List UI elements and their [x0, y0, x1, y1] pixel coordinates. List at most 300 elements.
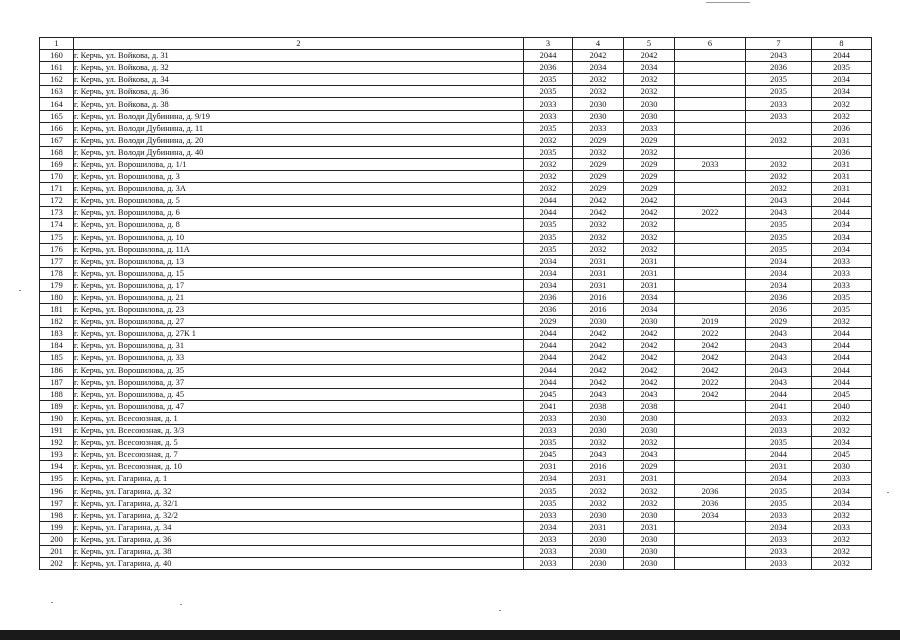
year-cell: 2033 [746, 412, 812, 424]
year-cell: 2034 [746, 521, 812, 533]
year-cell [675, 62, 746, 74]
address-cell: г. Керчь, ул. Войкова, д. 31 [74, 50, 524, 62]
year-cell: 2030 [573, 425, 624, 437]
table-row [40, 50, 872, 62]
year-cell: 2038 [624, 400, 675, 412]
row-number-cell: 199 [40, 521, 74, 533]
year-cell: 2035 [524, 219, 573, 231]
table-row [40, 279, 872, 291]
year-cell: 2032 [746, 171, 812, 183]
row-number-cell: 182 [40, 316, 74, 328]
year-cell: 2033 [524, 412, 573, 424]
year-cell: 2035 [524, 497, 573, 509]
year-cell [675, 304, 746, 316]
table-row [40, 533, 872, 545]
row-number-cell: 198 [40, 509, 74, 521]
year-cell: 2032 [812, 558, 872, 570]
year-cell: 2032 [746, 183, 812, 195]
address-cell: г. Керчь, ул. Войкова, д. 38 [74, 98, 524, 110]
year-cell: 2029 [624, 461, 675, 473]
address-cell: г. Керчь, ул. Войкова, д. 36 [74, 86, 524, 98]
row-number-cell: 194 [40, 461, 74, 473]
table-row [40, 219, 872, 231]
year-cell: 2029 [624, 171, 675, 183]
year-cell: 2019 [675, 316, 746, 328]
header-row [40, 38, 872, 50]
scan-speck [499, 610, 501, 611]
year-cell: 2033 [746, 110, 812, 122]
address-cell: г. Керчь, ул. Ворошилова, д. 17 [74, 279, 524, 291]
table-row [40, 352, 872, 364]
year-cell: 2031 [524, 461, 573, 473]
year-cell: 2044 [524, 50, 573, 62]
year-cell: 2032 [573, 86, 624, 98]
year-cell: 2042 [573, 352, 624, 364]
year-cell: 2030 [624, 412, 675, 424]
year-cell: 2029 [746, 316, 812, 328]
year-cell: 2034 [524, 279, 573, 291]
year-cell [675, 279, 746, 291]
year-cell [675, 50, 746, 62]
header-cell: 8 [812, 38, 872, 50]
year-cell: 2042 [624, 352, 675, 364]
year-cell: 2045 [524, 388, 573, 400]
year-cell: 2032 [624, 74, 675, 86]
year-cell: 2032 [812, 110, 872, 122]
year-cell: 2034 [812, 86, 872, 98]
year-cell: 2030 [624, 533, 675, 545]
year-cell: 2043 [746, 50, 812, 62]
year-cell: 2042 [624, 340, 675, 352]
year-cell: 2022 [675, 207, 746, 219]
table-row [40, 98, 872, 110]
year-cell: 2031 [812, 134, 872, 146]
year-cell: 2043 [573, 449, 624, 461]
year-cell: 2033 [524, 98, 573, 110]
row-number-cell: 187 [40, 376, 74, 388]
year-cell: 2022 [675, 328, 746, 340]
address-cell: г. Керчь, ул. Ворошилова, д. 11А [74, 243, 524, 255]
table-row [40, 74, 872, 86]
year-cell: 2016 [573, 291, 624, 303]
year-cell: 2030 [573, 533, 624, 545]
year-cell: 2033 [746, 533, 812, 545]
row-number-cell: 191 [40, 425, 74, 437]
year-cell [675, 400, 746, 412]
year-cell: 2030 [624, 110, 675, 122]
year-cell: 2042 [624, 364, 675, 376]
year-cell: 2035 [746, 219, 812, 231]
address-cell: г. Керчь, ул. Володи Дубинина, д. 40 [74, 146, 524, 158]
year-cell: 2034 [812, 74, 872, 86]
address-cell: г. Керчь, ул. Ворошилова, д. 3 [74, 171, 524, 183]
address-cell: г. Керчь, ул. Ворошилова, д. 5 [74, 195, 524, 207]
table-row [40, 231, 872, 243]
year-cell: 2034 [746, 267, 812, 279]
address-cell: г. Керчь, ул. Ворошилова, д. 13 [74, 255, 524, 267]
year-cell: 2034 [524, 267, 573, 279]
year-cell: 2032 [812, 316, 872, 328]
year-cell: 2032 [573, 497, 624, 509]
year-cell: 2029 [624, 158, 675, 170]
year-cell: 2035 [746, 243, 812, 255]
year-cell: 2031 [812, 158, 872, 170]
scan-speck [887, 492, 889, 493]
row-number-cell: 202 [40, 558, 74, 570]
year-cell: 2033 [524, 558, 573, 570]
year-cell: 2031 [573, 267, 624, 279]
row-number-cell: 160 [40, 50, 74, 62]
row-number-cell: 178 [40, 267, 74, 279]
table-row [40, 243, 872, 255]
year-cell: 2041 [524, 400, 573, 412]
year-cell [675, 146, 746, 158]
row-number-cell: 201 [40, 545, 74, 557]
row-number-cell: 190 [40, 412, 74, 424]
year-cell: 2035 [746, 497, 812, 509]
year-cell: 2033 [812, 521, 872, 533]
row-number-cell: 200 [40, 533, 74, 545]
scan-speck [19, 290, 21, 291]
address-cell: г. Керчь, ул. Ворошилова, д. 31 [74, 340, 524, 352]
year-cell: 2035 [746, 74, 812, 86]
year-cell: 2033 [524, 533, 573, 545]
year-cell: 2045 [524, 449, 573, 461]
year-cell [675, 195, 746, 207]
table-row [40, 110, 872, 122]
address-cell: г. Керчь, ул. Володи Дубинина, д. 11 [74, 122, 524, 134]
year-cell: 2032 [812, 425, 872, 437]
year-cell: 2044 [524, 340, 573, 352]
year-cell: 2033 [524, 110, 573, 122]
year-cell: 2032 [573, 74, 624, 86]
year-cell: 2042 [573, 50, 624, 62]
year-cell: 2032 [746, 134, 812, 146]
scan-bottom-edge [0, 630, 900, 640]
year-cell: 2030 [573, 98, 624, 110]
row-number-cell: 181 [40, 304, 74, 316]
year-cell: 2032 [624, 437, 675, 449]
year-cell [675, 255, 746, 267]
year-cell: 2036 [746, 62, 812, 74]
year-cell: 2032 [812, 412, 872, 424]
year-cell: 2016 [573, 304, 624, 316]
year-cell: 2033 [573, 122, 624, 134]
year-cell: 2043 [624, 388, 675, 400]
year-cell: 2042 [573, 195, 624, 207]
year-cell: 2044 [812, 352, 872, 364]
year-cell: 2031 [812, 171, 872, 183]
address-cell: г. Керчь, ул. Войкова, д. 32 [74, 62, 524, 74]
year-cell: 2035 [746, 86, 812, 98]
row-number-cell: 188 [40, 388, 74, 400]
year-cell [675, 291, 746, 303]
year-cell [675, 231, 746, 243]
year-cell: 2042 [624, 207, 675, 219]
table-row [40, 255, 872, 267]
year-cell: 2032 [524, 183, 573, 195]
address-cell: г. Керчь, ул. Гагарина, д. 36 [74, 533, 524, 545]
year-cell: 2031 [746, 461, 812, 473]
year-cell: 2041 [746, 400, 812, 412]
row-number-cell: 173 [40, 207, 74, 219]
row-number-cell: 193 [40, 449, 74, 461]
address-cell: г. Керчь, ул. Всесоюзная, д. 10 [74, 461, 524, 473]
header-cell: 7 [746, 38, 812, 50]
year-cell: 2036 [524, 62, 573, 74]
address-cell: г. Керчь, ул. Гагарина, д. 32/2 [74, 509, 524, 521]
row-number-cell: 167 [40, 134, 74, 146]
year-cell: 2032 [573, 146, 624, 158]
year-cell: 2030 [624, 98, 675, 110]
year-cell: 2034 [812, 243, 872, 255]
year-cell [675, 122, 746, 134]
data-table [39, 37, 872, 570]
row-number-cell: 165 [40, 110, 74, 122]
year-cell: 2033 [746, 509, 812, 521]
year-cell: 2029 [573, 158, 624, 170]
table-row [40, 437, 872, 449]
year-cell: 2034 [624, 62, 675, 74]
year-cell: 2042 [675, 388, 746, 400]
table-row [40, 122, 872, 134]
address-cell: г. Керчь, ул. Гагарина, д. 32/1 [74, 497, 524, 509]
row-number-cell: 161 [40, 62, 74, 74]
address-cell: г. Керчь, ул. Ворошилова, д. 47 [74, 400, 524, 412]
year-cell: 2032 [624, 497, 675, 509]
year-cell: 2035 [812, 304, 872, 316]
year-cell [675, 171, 746, 183]
year-cell: 2030 [624, 545, 675, 557]
year-cell: 2032 [573, 219, 624, 231]
year-cell: 2043 [746, 340, 812, 352]
year-cell: 2033 [746, 98, 812, 110]
year-cell: 2044 [524, 376, 573, 388]
header-cell: 6 [675, 38, 746, 50]
year-cell [746, 122, 812, 134]
year-cell: 2033 [524, 425, 573, 437]
year-cell: 2033 [524, 509, 573, 521]
year-cell: 2034 [573, 62, 624, 74]
year-cell: 2030 [573, 509, 624, 521]
year-cell: 2032 [573, 231, 624, 243]
year-cell [675, 134, 746, 146]
table-row [40, 207, 872, 219]
year-cell [675, 533, 746, 545]
year-cell: 2032 [573, 437, 624, 449]
row-number-cell: 171 [40, 183, 74, 195]
table-row [40, 158, 872, 170]
year-cell: 2034 [746, 473, 812, 485]
year-cell: 2042 [624, 50, 675, 62]
year-cell [675, 110, 746, 122]
year-cell: 2031 [624, 267, 675, 279]
table-row [40, 425, 872, 437]
year-cell: 2036 [746, 304, 812, 316]
row-number-cell: 169 [40, 158, 74, 170]
year-cell: 2031 [573, 255, 624, 267]
year-cell: 2032 [746, 158, 812, 170]
address-cell: г. Керчь, ул. Гагарина, д. 40 [74, 558, 524, 570]
year-cell: 2030 [624, 425, 675, 437]
row-number-cell: 184 [40, 340, 74, 352]
year-cell: 2045 [812, 388, 872, 400]
year-cell: 2034 [624, 291, 675, 303]
year-cell: 2044 [812, 364, 872, 376]
table-row [40, 449, 872, 461]
address-cell: г. Керчь, ул. Гагарина, д. 38 [74, 545, 524, 557]
year-cell: 2042 [675, 364, 746, 376]
year-cell: 2030 [573, 412, 624, 424]
table-row [40, 340, 872, 352]
year-cell: 2029 [624, 134, 675, 146]
year-cell: 2040 [812, 400, 872, 412]
year-cell: 2033 [746, 545, 812, 557]
year-cell: 2030 [573, 558, 624, 570]
row-number-cell: 170 [40, 171, 74, 183]
address-cell: г. Керчь, ул. Ворошилова, д. 8 [74, 219, 524, 231]
year-cell: 2044 [524, 195, 573, 207]
row-number-cell: 176 [40, 243, 74, 255]
year-cell: 2034 [746, 255, 812, 267]
year-cell: 2034 [524, 473, 573, 485]
table-row [40, 485, 872, 497]
year-cell: 2034 [746, 279, 812, 291]
scan-speck [180, 604, 182, 605]
address-cell: г. Керчь, ул. Володи Дубинина, д. 9/19 [74, 110, 524, 122]
table-body [40, 50, 872, 570]
table-row [40, 195, 872, 207]
row-number-cell: 166 [40, 122, 74, 134]
table-row [40, 328, 872, 340]
table-row [40, 497, 872, 509]
year-cell: 2038 [573, 400, 624, 412]
year-cell: 2043 [746, 195, 812, 207]
scan-speck [51, 602, 53, 603]
table-row [40, 521, 872, 533]
table-row [40, 183, 872, 195]
table-row [40, 267, 872, 279]
row-number-cell: 177 [40, 255, 74, 267]
table-row [40, 376, 872, 388]
address-cell: г. Керчь, ул. Всесоюзная, д. 7 [74, 449, 524, 461]
row-number-cell: 172 [40, 195, 74, 207]
row-number-cell: 189 [40, 400, 74, 412]
year-cell: 2035 [746, 437, 812, 449]
table-row [40, 316, 872, 328]
year-cell: 2032 [524, 171, 573, 183]
year-cell: 2033 [746, 425, 812, 437]
year-cell: 2032 [573, 243, 624, 255]
year-cell: 2044 [524, 207, 573, 219]
year-cell: 2029 [573, 134, 624, 146]
row-number-cell: 195 [40, 473, 74, 485]
year-cell: 2044 [524, 364, 573, 376]
year-cell: 2032 [812, 98, 872, 110]
year-cell: 2033 [812, 473, 872, 485]
row-number-cell: 168 [40, 146, 74, 158]
header-cell: 5 [624, 38, 675, 50]
year-cell: 2034 [812, 231, 872, 243]
address-cell: г. Керчь, ул. Ворошилова, д. 23 [74, 304, 524, 316]
row-number-cell: 196 [40, 485, 74, 497]
year-cell: 2035 [524, 146, 573, 158]
year-cell: 2044 [812, 340, 872, 352]
address-cell: г. Керчь, ул. Ворошилова, д. 37 [74, 376, 524, 388]
year-cell: 2030 [573, 110, 624, 122]
address-cell: г. Керчь, ул. Всесоюзная, д. 5 [74, 437, 524, 449]
address-cell: г. Керчь, ул. Всесоюзная, д. 3/3 [74, 425, 524, 437]
table-row [40, 171, 872, 183]
address-cell: г. Керчь, ул. Ворошилова, д. 21 [74, 291, 524, 303]
year-cell: 2043 [746, 364, 812, 376]
row-number-cell: 174 [40, 219, 74, 231]
year-cell: 2031 [624, 255, 675, 267]
table-row [40, 134, 872, 146]
year-cell [746, 146, 812, 158]
table-row [40, 545, 872, 557]
row-number-cell: 162 [40, 74, 74, 86]
year-cell [675, 473, 746, 485]
table-row [40, 86, 872, 98]
year-cell [675, 558, 746, 570]
year-cell: 2044 [746, 388, 812, 400]
table-row [40, 388, 872, 400]
table-row [40, 364, 872, 376]
year-cell: 2042 [573, 328, 624, 340]
year-cell: 2033 [624, 122, 675, 134]
table-row [40, 291, 872, 303]
year-cell: 2034 [524, 255, 573, 267]
year-cell: 2033 [812, 267, 872, 279]
address-cell: г. Керчь, ул. Ворошилова, д. 15 [74, 267, 524, 279]
year-cell: 2035 [524, 86, 573, 98]
year-cell: 2035 [746, 231, 812, 243]
address-cell: г. Керчь, ул. Ворошилова, д. 1/1 [74, 158, 524, 170]
year-cell: 2032 [812, 533, 872, 545]
table-row [40, 146, 872, 158]
year-cell: 2032 [812, 509, 872, 521]
year-cell [675, 183, 746, 195]
address-cell: г. Керчь, ул. Гагарина, д. 1 [74, 473, 524, 485]
year-cell [675, 86, 746, 98]
address-cell: г. Керчь, ул. Володи Дубинина, д. 20 [74, 134, 524, 146]
year-cell: 2044 [524, 352, 573, 364]
year-cell: 2032 [524, 134, 573, 146]
year-cell: 2044 [812, 195, 872, 207]
year-cell: 2033 [524, 545, 573, 557]
year-cell [675, 98, 746, 110]
year-cell: 2036 [675, 497, 746, 509]
year-cell [675, 449, 746, 461]
year-cell: 2043 [746, 352, 812, 364]
year-cell: 2042 [624, 195, 675, 207]
year-cell: 2031 [573, 521, 624, 533]
row-number-cell: 185 [40, 352, 74, 364]
year-cell: 2032 [812, 545, 872, 557]
year-cell: 2034 [624, 304, 675, 316]
year-cell: 2029 [573, 171, 624, 183]
year-cell: 2031 [624, 279, 675, 291]
year-cell: 2043 [746, 328, 812, 340]
year-cell: 2036 [812, 146, 872, 158]
address-cell: г. Керчь, ул. Всесоюзная, д. 1 [74, 412, 524, 424]
table-row [40, 400, 872, 412]
table-row [40, 412, 872, 424]
year-cell: 2033 [812, 255, 872, 267]
address-cell: г. Керчь, ул. Ворошилова, д. 27К 1 [74, 328, 524, 340]
year-cell [675, 243, 746, 255]
